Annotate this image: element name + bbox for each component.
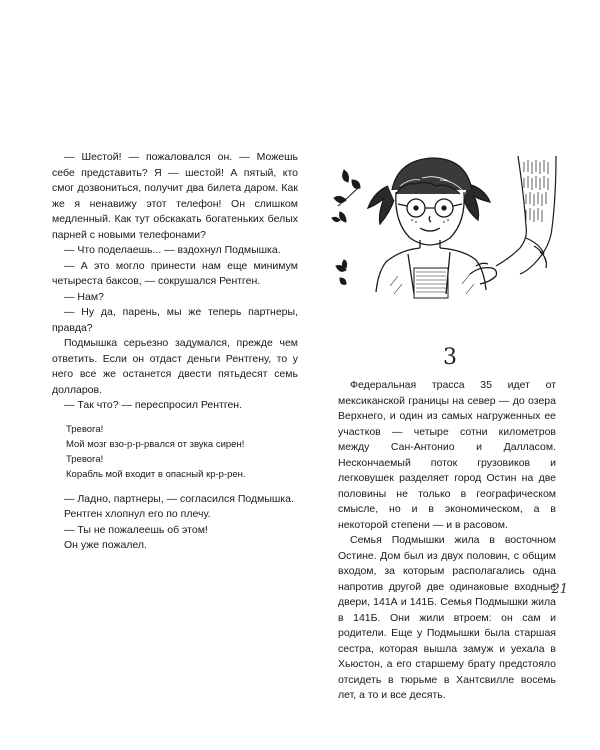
- paragraph: Рентген хлопнул его по плечу.: [64, 508, 211, 520]
- chapter-illustration: [330, 156, 566, 306]
- chapter-number: 3: [443, 345, 457, 370]
- arm-drawing: [496, 156, 556, 274]
- paragraph: Подмышка серьезно задумался, прежде чем ответить. Если он отдаст деньги Рентгену, то у него все же останется двести пятьдесят семь долларов.: [52, 337, 298, 396]
- leaf-branch-icon: [332, 170, 360, 284]
- paragraph: — Ты не пожалеешь об этом!: [64, 523, 208, 536]
- paragraph: — А это могло принести нам еще минимум четыреста баксов, — сокрушался Рентген.: [52, 259, 298, 287]
- paragraph: — Нам?: [64, 290, 104, 303]
- paragraph: — Что поделаешь... — вздохнул Подмышка.: [64, 244, 281, 256]
- poem-line: Тревога!: [66, 423, 104, 435]
- paragraph: — Ладно, партнеры, — согласился Подмышка.: [64, 492, 294, 505]
- paragraph: — Так что? — переспросил Рентген.: [64, 399, 243, 411]
- paragraph: — Ну да, парень, мы же теперь партнеры, правда?: [52, 306, 298, 334]
- girl-drawing: [368, 158, 497, 298]
- poem-line: Мой мозг взо-р-р-рвался от звука сирен!: [66, 438, 245, 450]
- right-text-column: [338, 378, 556, 704]
- poem-block: [66, 422, 298, 482]
- poem-line: Корабль мой входит в опасный кр-р-рен.: [66, 468, 246, 480]
- paragraph: — Шестой! — пожаловался он. — Можешь себе представить? Я — шестой! А пятый, кто смог дозвониться, получит два билета даром. Как же я ненавижу этот телефон! Он слишком медленный. Как тут обскакать богатеньких белых парней с новыми телефонами?: [52, 151, 298, 241]
- left-text-column: [52, 150, 298, 554]
- poem-line: Тревога!: [66, 453, 104, 465]
- paragraph: Семья Подмышки жила в восточном Остине. Дом был из двух половин, с общим входом, за которым располагались одна напротив другой две одинаковые входные двери, 141А и 141Б. Семья Подмышки жила в 141Б. Они жили втроем: он сам и родители. Еще у Подмышки была старшая сестра, которая вышла замуж и уехала в Хьюстон, а его старшему брату предстояло отсидеть в тюрьме в Хантсвилле восемь лет, а то и все десять.: [338, 534, 556, 701]
- paragraph: Федеральная трасса 35 идет от мексиканской границы на север — до озера Верхнего, и один из самых нагруженных ее участков — четыре сотни километров между Сан-Антонио и Далласом. Нескончаемый поток грузовиков и легковушек разделяет город Остин на две половины не только в географическом смысле, но и в экономическом, а в некоторой степени — и в расовом.: [338, 379, 556, 531]
- page-number: 21: [551, 582, 568, 597]
- paragraph: Он уже пожалел.: [64, 539, 147, 551]
